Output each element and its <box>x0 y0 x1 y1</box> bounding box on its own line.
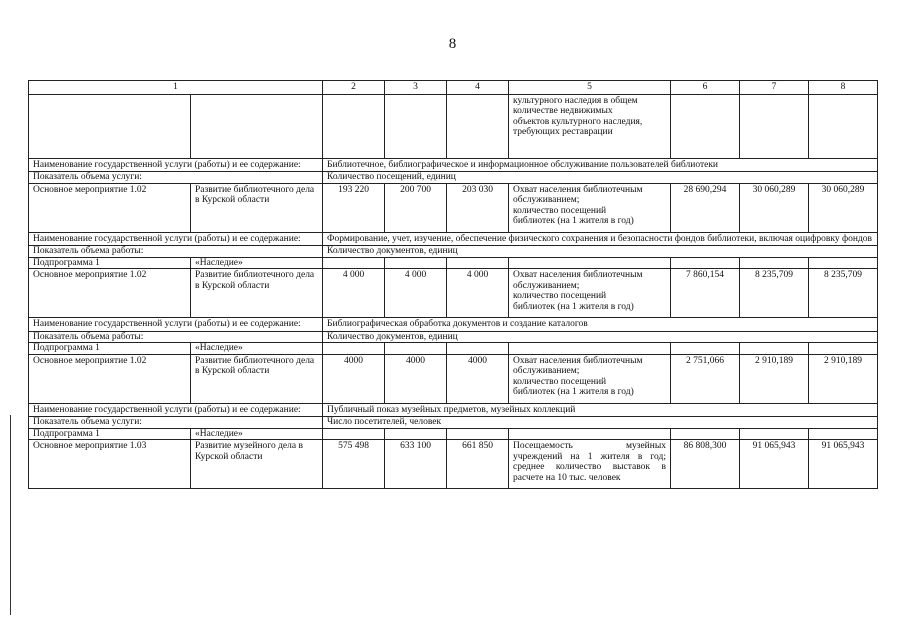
value-col6: 28 690,294 <box>671 183 740 232</box>
volume-row <box>29 331 878 343</box>
col-header-6: 6 <box>671 81 740 95</box>
event-name: Развитие музейного дела в Курской области <box>191 440 323 489</box>
col-header-8: 8 <box>809 81 878 95</box>
cell-empty <box>809 428 878 440</box>
service-label: Наименование государственной услуги (работы) и ее содержание: <box>29 403 323 417</box>
value-col4: 203 030 <box>447 183 509 232</box>
event-label: Основное мероприятие 1.02 <box>29 354 191 403</box>
cell-empty <box>323 257 385 269</box>
cell-empty <box>447 94 509 158</box>
col-header-2: 2 <box>323 81 385 95</box>
col-header-1: 1 <box>29 81 323 95</box>
indicator: Посещаемость музейных учреждений на 1 жителя в год; среднее количество выставок в расчете на 10 тыс. человек <box>509 440 671 489</box>
col-header-3: 3 <box>385 81 447 95</box>
volume-row <box>29 172 878 184</box>
value-col6: 86 808,300 <box>671 440 740 489</box>
cell-empty <box>385 343 447 355</box>
value-col7: 91 065,943 <box>740 440 809 489</box>
value-col8: 30 060,289 <box>809 183 878 232</box>
service-name: Публичный показ музейных предметов, музейных коллекций <box>323 403 878 417</box>
subprogram-row <box>29 257 878 269</box>
cell-empty <box>509 257 671 269</box>
event-name: Развитие библиотечного дела в Курской области <box>191 354 323 403</box>
value-col3: 4 000 <box>385 269 447 318</box>
volume-row <box>29 417 878 429</box>
value-col4: 661 850 <box>447 440 509 489</box>
column-header-row <box>29 81 878 95</box>
cell-empty <box>809 257 878 269</box>
cell-empty <box>191 94 323 158</box>
cell-empty <box>447 343 509 355</box>
service-row <box>29 158 878 172</box>
cell-empty <box>29 94 191 158</box>
cell-empty <box>740 343 809 355</box>
volume-name: Количество документов, единиц <box>323 331 878 343</box>
event-name: Развитие библиотечного дела в Курской области <box>191 269 323 318</box>
value-col6: 7 860,154 <box>671 269 740 318</box>
value-col4: 4 000 <box>447 269 509 318</box>
volume-label: Показатель объема работы: <box>29 331 323 343</box>
value-col2: 4 000 <box>323 269 385 318</box>
cell-empty <box>671 94 740 158</box>
cell-empty <box>385 94 447 158</box>
service-row <box>29 232 878 246</box>
services-table <box>28 80 878 489</box>
event-name: Развитие библиотечного дела в Курской области <box>191 183 323 232</box>
value-col6: 2 751,066 <box>671 354 740 403</box>
subprogram-row <box>29 343 878 355</box>
volume-label: Показатель объема работы: <box>29 246 323 258</box>
cell-empty <box>740 94 809 158</box>
cell-empty <box>809 343 878 355</box>
service-row <box>29 318 878 332</box>
value-col3: 633 100 <box>385 440 447 489</box>
subprogram-label: Подпрограмма 1 <box>29 257 191 269</box>
event-row <box>29 183 878 232</box>
subprogram-name: «Наследие» <box>191 343 323 355</box>
cell-empty <box>447 428 509 440</box>
value-col7: 30 060,289 <box>740 183 809 232</box>
value-col3: 4000 <box>385 354 447 403</box>
event-row <box>29 354 878 403</box>
cell-empty <box>509 428 671 440</box>
volume-row <box>29 246 878 258</box>
value-col7: 2 910,189 <box>740 354 809 403</box>
subprogram-name: «Наследие» <box>191 428 323 440</box>
cell-empty <box>671 428 740 440</box>
event-label: Основное мероприятие 1.02 <box>29 269 191 318</box>
cell-empty <box>509 343 671 355</box>
cell-empty <box>323 94 385 158</box>
value-col2: 193 220 <box>323 183 385 232</box>
service-name: Библиографическая обработка документов и создание каталогов <box>323 318 878 332</box>
cell-empty <box>740 257 809 269</box>
cell-empty <box>385 257 447 269</box>
value-col7: 8 235,709 <box>740 269 809 318</box>
page-number: 8 <box>448 36 457 52</box>
value-col8: 91 065,943 <box>809 440 878 489</box>
service-row <box>29 403 878 417</box>
subprogram-label: Подпрограмма 1 <box>29 428 191 440</box>
service-name: Формирование, учет, изучение, обеспечение физического сохранения и безопасности фондов библиотеки, включая оцифровку фондов <box>323 232 878 246</box>
continuation-row <box>29 94 878 158</box>
event-row <box>29 440 878 489</box>
cell-empty <box>809 94 878 158</box>
col-header-5: 5 <box>509 81 671 95</box>
cell-empty <box>740 428 809 440</box>
subprogram-label: Подпрограмма 1 <box>29 343 191 355</box>
cell-empty <box>323 343 385 355</box>
value-col3: 200 700 <box>385 183 447 232</box>
col-header-4: 4 <box>447 81 509 95</box>
col-header-7: 7 <box>740 81 809 95</box>
value-col4: 4000 <box>447 354 509 403</box>
cell-empty <box>323 428 385 440</box>
subprogram-name: «Наследие» <box>191 257 323 269</box>
value-col2: 575 498 <box>323 440 385 489</box>
cell-empty <box>385 428 447 440</box>
volume-name: Количество документов, единиц <box>323 246 878 258</box>
indicator: Охват населения библиотечным обслуживанием; количество посещений библиотек (на 1 жителя в год) <box>509 183 671 232</box>
margin-line <box>10 415 11 615</box>
event-label: Основное мероприятие 1.03 <box>29 440 191 489</box>
continuation-indicator: культурного наследия в общем количестве недвижимых объектов культурного наследия, требующих реставрации <box>509 94 671 158</box>
cell-empty <box>671 257 740 269</box>
event-label: Основное мероприятие 1.02 <box>29 183 191 232</box>
service-label: Наименование государственной услуги (работы) и ее содержание: <box>29 232 323 246</box>
value-col8: 2 910,189 <box>809 354 878 403</box>
indicator: Охват населения библиотечным обслуживанием; количество посещений библиотек (на 1 жителя в год) <box>509 354 671 403</box>
cell-empty <box>447 257 509 269</box>
service-label: Наименование государственной услуги (работы) и ее содержание: <box>29 158 323 172</box>
indicator: Охват населения библиотечным обслуживанием; количество посещений библиотек (на 1 жителя в год) <box>509 269 671 318</box>
subprogram-row <box>29 428 878 440</box>
service-label: Наименование государственной услуги (работы) и ее содержание: <box>29 318 323 332</box>
event-row <box>29 269 878 318</box>
value-col2: 4000 <box>323 354 385 403</box>
service-name: Библиотечное, библиографическое и информационное обслуживание пользователей библиотеки <box>323 158 878 172</box>
volume-name: Количество посещений, единиц <box>323 172 878 184</box>
volume-name: Число посетителей, человек <box>323 417 878 429</box>
volume-label: Показатель объема услуги: <box>29 417 323 429</box>
cell-empty <box>671 343 740 355</box>
volume-label: Показатель объема услуги: <box>29 172 323 184</box>
value-col8: 8 235,709 <box>809 269 878 318</box>
